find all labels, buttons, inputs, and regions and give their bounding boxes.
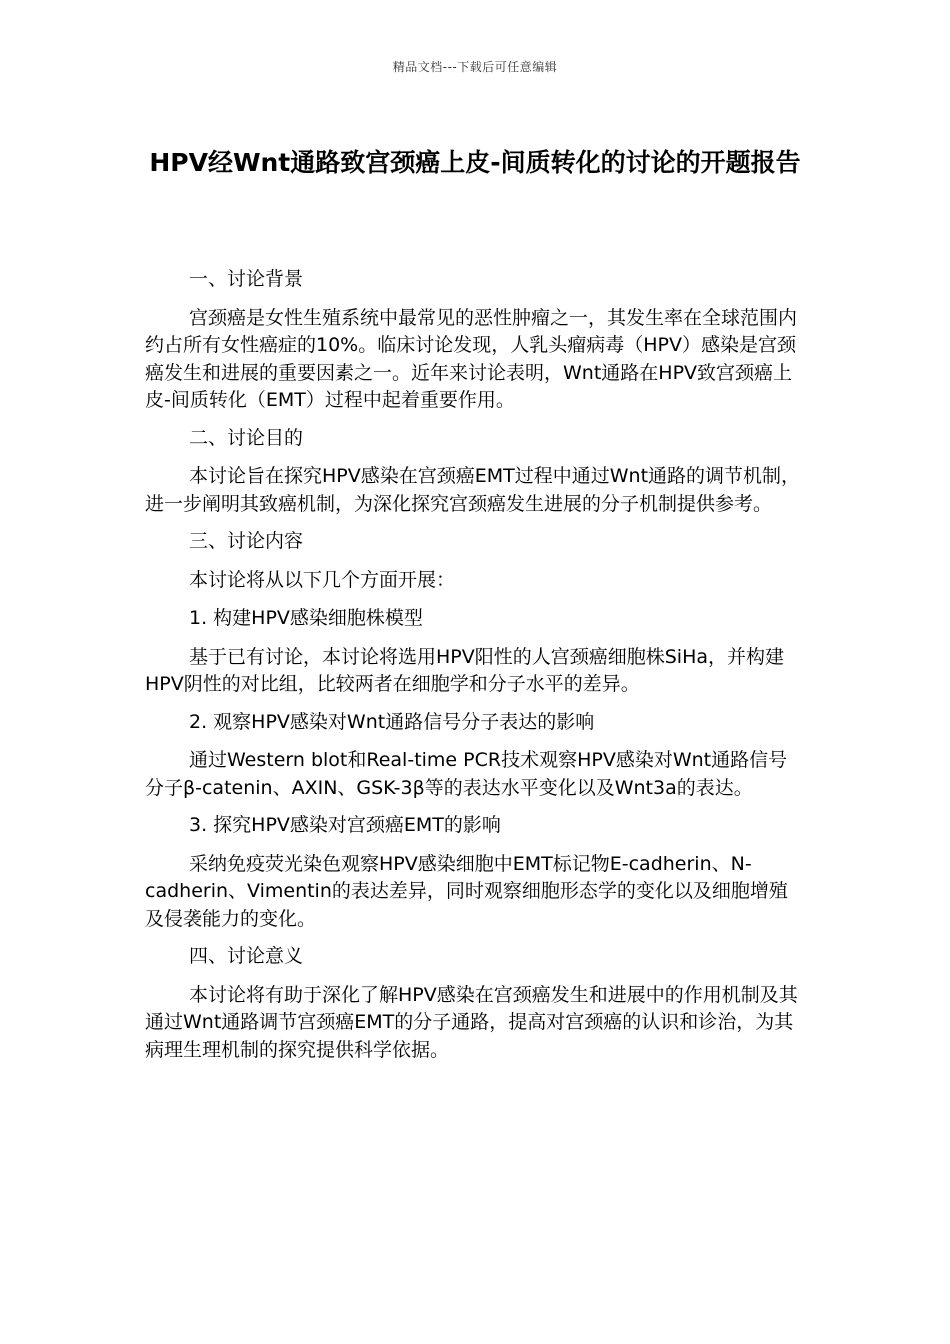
section-heading-content: 三、讨论内容 xyxy=(189,530,304,552)
content-item-3-title: 3. 探究HPV感染对宫颈癌EMT的影响 xyxy=(189,814,501,836)
document-body xyxy=(145,266,805,1074)
content-item-3-text: 采纳免疫荧光染色观察HPV感染细胞中EMT标记物E-cadherin、N-cadherin、Vimentin的表达差异，同时观察细胞形态学的变化以及细胞增殖及侵袭能力的变化。 xyxy=(145,852,788,930)
document-title: HPV经Wnt通路致宫颈癌上皮-间质转化的讨论的开题报告 xyxy=(149,148,801,177)
paragraph-content-intro: 本讨论将从以下几个方面开展： xyxy=(189,568,456,591)
section-heading-purpose: 二、讨论目的 xyxy=(189,426,304,449)
content-item-2-text: 通过Western blot和Real-time PCR技术观察HPV感染对Wnt通路信号分子β-catenin、AXIN、GSK-3β等的表达水平变化以及Wnt3a的表达。 xyxy=(145,749,788,799)
paragraph-significance: 本讨论将有助于深化了解HPV感染在宫颈癌发生和进展中的作用机制及其通过Wnt通路调节宫颈癌EMT的分子通路，提高对宫颈癌的认识和诊治，为其病理生理机制的探究提供科学依据。 xyxy=(145,983,798,1061)
content-item-1-title: 1. 构建HPV感染细胞株模型 xyxy=(189,607,423,629)
section-heading-background: 一、讨论背景 xyxy=(189,268,304,290)
paragraph-purpose: 本讨论旨在探究HPV感染在宫颈癌EMT过程中通过Wnt通路的调节机制，进一步阐明其致癌机制，为深化探究宫颈癌发生进展的分子机制提供参考。 xyxy=(145,465,801,515)
content-item-1-text: 基于已有讨论，本讨论将选用HPV阳性的人宫颈癌细胞株SiHa，并构建HPV阴性的对比组，比较两者在细胞学和分子水平的差异。 xyxy=(145,645,785,695)
content-item-2-title: 2. 观察HPV感染对Wnt通路信号分子表达的影响 xyxy=(189,710,595,733)
page-header: 精品文档---下载后可任意编辑 xyxy=(392,60,558,74)
section-heading-significance: 四、讨论意义 xyxy=(189,945,304,967)
paragraph-background: 宫颈癌是女性生殖系统中最常见的恶性肿瘤之一，其发生率在全球范围内约占所有女性癌症的10%。临床讨论发现，人乳头瘤病毒（HPV）感染是宫颈癌发生和进展的重要因素之一。近年来讨论表明，Wnt通路在HPV致宫颈癌上皮-间质转化（EMT）过程中起着重要作用。 xyxy=(145,306,798,411)
